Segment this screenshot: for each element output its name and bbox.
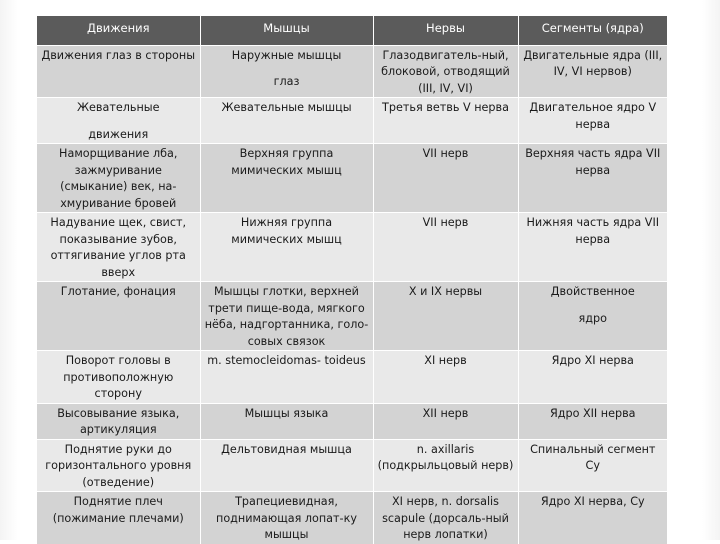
spacer [522, 301, 665, 311]
cell-segments: Двигательное ядро V нерва [529, 101, 657, 131]
cell-nerves: n. axillaris (подкрыльцовый нерв) [373, 439, 518, 492]
cell-muscles: Дельтовидная мышца [200, 439, 373, 492]
cell-movement-line1: Жевательные [76, 101, 160, 114]
cell-muscles: Мышцы языка [200, 403, 373, 439]
header-movements: Движения [37, 16, 200, 45]
cell-segments: Нижняя часть ядра VII нерва [526, 216, 660, 246]
cell-muscles: Мышцы глотки, верхней трети пище-вода, мягкого нёба, надгортанника, голо-совых связок [200, 282, 373, 351]
cell-movement-line2: движения [88, 127, 149, 141]
cell-movement [37, 98, 200, 144]
cell-segments: Верхняя часть ядра VII нерва [525, 147, 661, 177]
cell-nerves: VII нерв [373, 213, 518, 282]
table-row [37, 45, 667, 98]
cell-muscles: Трапециевидная, поднимающая лопат-ку мышцы [200, 492, 373, 544]
table-row [37, 282, 667, 351]
cell-segments: Ядро XI нерва [551, 354, 634, 367]
header-nerves: Нервы [373, 16, 518, 45]
cell-nerves: Третья ветвь V нерва [373, 98, 518, 144]
spacer [40, 117, 197, 127]
cell-movement: Глотание, фонация [37, 282, 200, 351]
cell-movement: Поднятие плеч (пожимание плечами) [37, 492, 200, 544]
cell-movement: Наморщивание лба, зажмуривание (смыкание) век, на-хмуривание бровей [37, 144, 200, 213]
cell-nerves: XI нерв, n. dorsalis scapule (дорсаль-ный нерв лопатки) [373, 492, 518, 544]
cell-muscles: Жевательные мышцы [200, 98, 373, 144]
table-row [37, 351, 667, 404]
cell-movement: Надувание щек, свист, показывание зубов, оттягивание углов рта вверх [37, 213, 200, 282]
cell-movement: Поднятие руки до горизонтального уровня (отведение) [37, 439, 200, 492]
cell-muscles [200, 45, 373, 98]
cell-muscles: Верхняя группа мимических мышц [200, 144, 373, 213]
spacer [204, 64, 370, 74]
cell-nerves: Глазодвигатель-ный, блоковой, отводящий (III, IV, VI) [373, 45, 518, 98]
cell-muscles-line2: глаз [273, 75, 300, 88]
cell-segments: Спинальный сегмент Су [530, 442, 656, 472]
table-row [37, 439, 667, 492]
cell-segments-line2: ядро [578, 311, 607, 325]
cell-segments: Двигательные ядра (III, IV, VI нервов) [523, 48, 663, 78]
cell-muscles: m. stemocleidomas- toideus [200, 351, 373, 404]
cell-nerves: X и IX нервы [373, 282, 518, 351]
cell-muscles-line1: Наружные мышцы [231, 48, 342, 62]
cell-movement: Поворот головы в противоположную сторону [37, 351, 200, 404]
cell-nerves: XII нерв [373, 403, 518, 439]
table-row [37, 144, 667, 213]
cell-segments: Ядро XI нерва, Су [540, 495, 645, 508]
cell-movement: Высовывание языка, артикуляция [37, 403, 200, 439]
cell-nerves: XI нерв [373, 351, 518, 404]
cell-nerves: VII нерв [373, 144, 518, 213]
table-row [37, 492, 667, 544]
nerves-table [37, 16, 667, 544]
table-row [37, 213, 667, 282]
cell-segments-line1: Двойственное [550, 285, 635, 298]
cell-segments [518, 282, 667, 351]
cell-muscles: Нижняя группа мимических мышц [200, 213, 373, 282]
header-segments: Сегменты (ядра) [541, 21, 644, 35]
cell-segments: Ядро XII нерва [549, 406, 636, 420]
header-muscles: Мышцы [200, 16, 373, 45]
cell-movement: Движения глаз в стороны [37, 45, 200, 98]
table-row [37, 98, 667, 144]
table-row [37, 403, 667, 439]
table-header-row [37, 16, 667, 45]
